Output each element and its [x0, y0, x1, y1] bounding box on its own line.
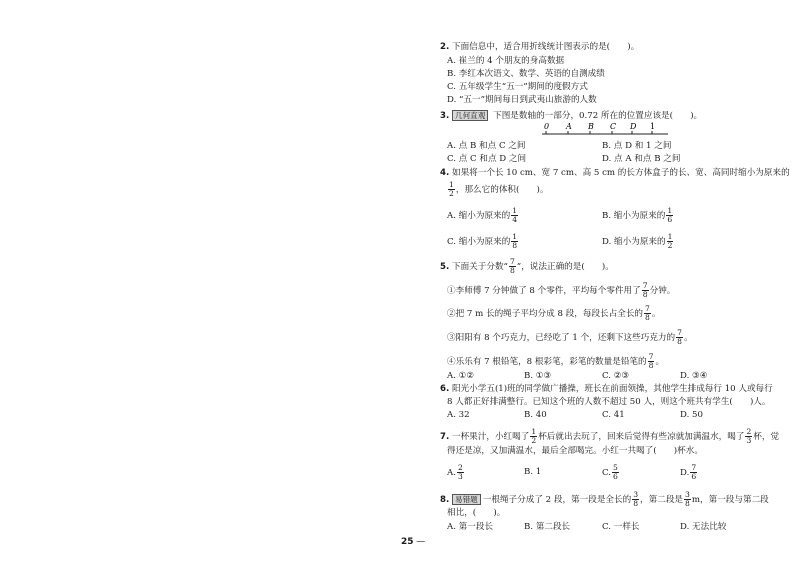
- category-tag: 易错题: [452, 494, 481, 505]
- fraction: $\frac{2}{3}$: [457, 463, 463, 481]
- fraction: $\frac{7}{6}$: [691, 463, 697, 481]
- question-2-stem: [440, 42, 639, 53]
- question-4-option-b: B. 缩小为原来的 $\frac{1}{6}$: [602, 206, 673, 224]
- page-number: 25: [401, 537, 414, 547]
- question-5-option-a: A. ①②: [447, 371, 475, 381]
- question-2-option-d: D. “五一”期间每日到武夷山旅游的人数: [447, 95, 597, 105]
- question-2-option-b: B. 李红本次语文、数学、英语的自测成绩: [447, 69, 605, 79]
- question-8-option-c: C. 一样长: [602, 522, 640, 532]
- fraction: $\frac{1}{2}$: [531, 427, 537, 445]
- question-text: ，那么它的体积( )。: [455, 185, 549, 195]
- fraction: $\frac{7}{8}$: [509, 257, 515, 275]
- fraction: $\frac{1}{6}$: [667, 206, 673, 224]
- fraction: $\frac{7}{8}$: [648, 352, 654, 370]
- question-number: 6.: [440, 384, 450, 394]
- number-line-figure: [540, 120, 670, 140]
- number-line-label-0: 0: [544, 122, 550, 131]
- question-6-option-a: A. 32: [447, 410, 470, 420]
- fraction: $\frac{1}{8}$: [512, 232, 518, 250]
- fraction: $\frac{1}{2}$: [667, 232, 673, 250]
- question-5-statement-1: ①李师傅 7 分钟做了 8 个零件，平均每个零件用了 $\frac{7}{8}$ 分钟。: [447, 281, 676, 299]
- question-8-stem-line2: 相比，( )。: [447, 508, 506, 518]
- number-line-label-1: 1: [650, 122, 656, 131]
- question-5-option-d: D. ③④: [680, 371, 708, 381]
- fraction: $\frac{7}{8}$: [642, 281, 648, 299]
- question-number: 3.: [440, 111, 450, 121]
- fraction: $\frac{2}{3}$: [746, 427, 752, 445]
- question-6-option-b: B. 40: [524, 410, 547, 420]
- fraction: $\frac{3}{8}$: [633, 490, 639, 508]
- question-5-option-c: C. ②③: [602, 371, 630, 381]
- fraction: $\frac{1}{2}$: [449, 180, 454, 198]
- footer-dash: —: [416, 537, 426, 547]
- question-4-option-a: A. 缩小为原来的 $\frac{1}{4}$: [447, 206, 518, 224]
- question-number: 7.: [440, 432, 450, 442]
- question-6-stem-line2: 8 人都正好排满整行。已知这个班的人数不超过 50 人，则这个班共有学生( )人。: [447, 397, 771, 407]
- question-number: 5.: [440, 262, 450, 272]
- question-3-option-a: A. 点 B 和点 C 之间: [447, 141, 526, 151]
- question-text: 下面信息中，适合用折线统计图表示的是( )。: [451, 42, 640, 52]
- question-text: 如果将一个长 10 cm、宽 7 cm、高 5 cm 的长方体盒子的长、宽、高同时缩小为原来的: [451, 168, 790, 178]
- fraction: $\frac{7}{8}$: [677, 328, 682, 346]
- question-5-statement-2: ②把 7 m 长的绳子平均分成 8 段，每段长占全长的 $\frac{7}{8}$ 。: [447, 304, 661, 322]
- question-text: 下图是数轴的一部分，0.72 所在的位置应该是( )。: [493, 111, 703, 121]
- question-7-option-b: B. 1: [524, 467, 542, 477]
- question-6-stem: [440, 384, 773, 395]
- question-8-option-a: A. 第一段长: [447, 522, 494, 532]
- question-8-stem: 8. 易错题 一根绳子分成了 2 段，第一段是全长的 $\frac{3}{8}$ ，第二段是 $\frac{3}{8}$ m，第一段与第二段: [440, 490, 769, 508]
- number-line-label-b: B: [588, 122, 594, 131]
- fraction: $\frac{5}{6}$: [613, 463, 618, 481]
- fraction: $\frac{3}{8}$: [685, 490, 690, 508]
- question-7-stem: 7. 一杯果汁，小红喝了 $\frac{1}{2}$ 杯后就出去玩了，回来后觉得有些凉就加满温水，喝了 $\frac{2}{3}$ 杯，觉: [440, 427, 780, 445]
- category-tag: 几何直观: [452, 110, 488, 121]
- question-2-option-c: C. 五年级学生“五一”期间的度假方式: [447, 82, 588, 92]
- question-number: 4.: [440, 168, 450, 178]
- question-2-option-a: A. 崔兰的 4 个朋友的身高数据: [447, 56, 565, 66]
- page-footer: [401, 537, 425, 548]
- question-3-option-b: B. 点 D 和 1 之间: [602, 141, 672, 151]
- question-5-option-b: B. ①③: [524, 371, 552, 381]
- question-3-option-c: C. 点 C 和点 D 之间: [447, 154, 527, 164]
- question-text: 阳光小学五(1)班的同学做广播操，班长在前面领操，其他学生排成每行 10 人或每行: [451, 384, 773, 394]
- number-line-label-a: A: [566, 122, 572, 131]
- question-8-option-d: D. 无法比较: [680, 522, 727, 532]
- question-6-option-d: D. 50: [680, 410, 703, 420]
- question-4-option-c: C. 缩小为原来的 $\frac{1}{8}$: [447, 232, 518, 250]
- question-5-statement-4: ④乐乐有 7 根铅笔，8 根彩笔，彩笔的数量是铅笔的 $\frac{7}{8}$ 。: [447, 352, 665, 370]
- question-5-stem: 5. 下面关于分数“ $\frac{7}{8}$ ”，说法正确的是( )。: [440, 257, 614, 275]
- question-5-statement-3: ③阳阳有 8 个巧克力，已经吃了 1 个，还剩下这些巧克力的 $\frac{7}{8}$ 。: [447, 328, 693, 346]
- question-number: 2.: [440, 42, 450, 52]
- question-3-option-d: D. 点 A 和点 B 之间: [602, 154, 681, 164]
- question-4-stem: [440, 168, 790, 179]
- number-line-label-c: C: [610, 122, 617, 131]
- question-number: 8.: [440, 495, 450, 505]
- question-6-option-c: C. 41: [602, 410, 625, 420]
- question-7-option-c: C. $\frac{5}{6}$: [602, 463, 618, 481]
- question-7-option-d: D. $\frac{7}{6}$: [680, 463, 697, 481]
- question-4-option-d: D. 缩小为原来的 $\frac{1}{2}$: [602, 232, 673, 250]
- number-line-label-d: D: [630, 122, 637, 131]
- fraction: $\frac{7}{8}$: [645, 304, 650, 322]
- fraction: $\frac{1}{4}$: [512, 206, 518, 224]
- question-7-stem-line2: 得还是凉，又加满温水，最后全部喝完。小红一共喝了( )杯水。: [447, 446, 703, 456]
- question-8-option-b: B. 第二段长: [524, 522, 571, 532]
- question-4-stem-line2: [447, 181, 549, 198]
- question-7-option-a: A. $\frac{2}{3}$: [447, 463, 463, 481]
